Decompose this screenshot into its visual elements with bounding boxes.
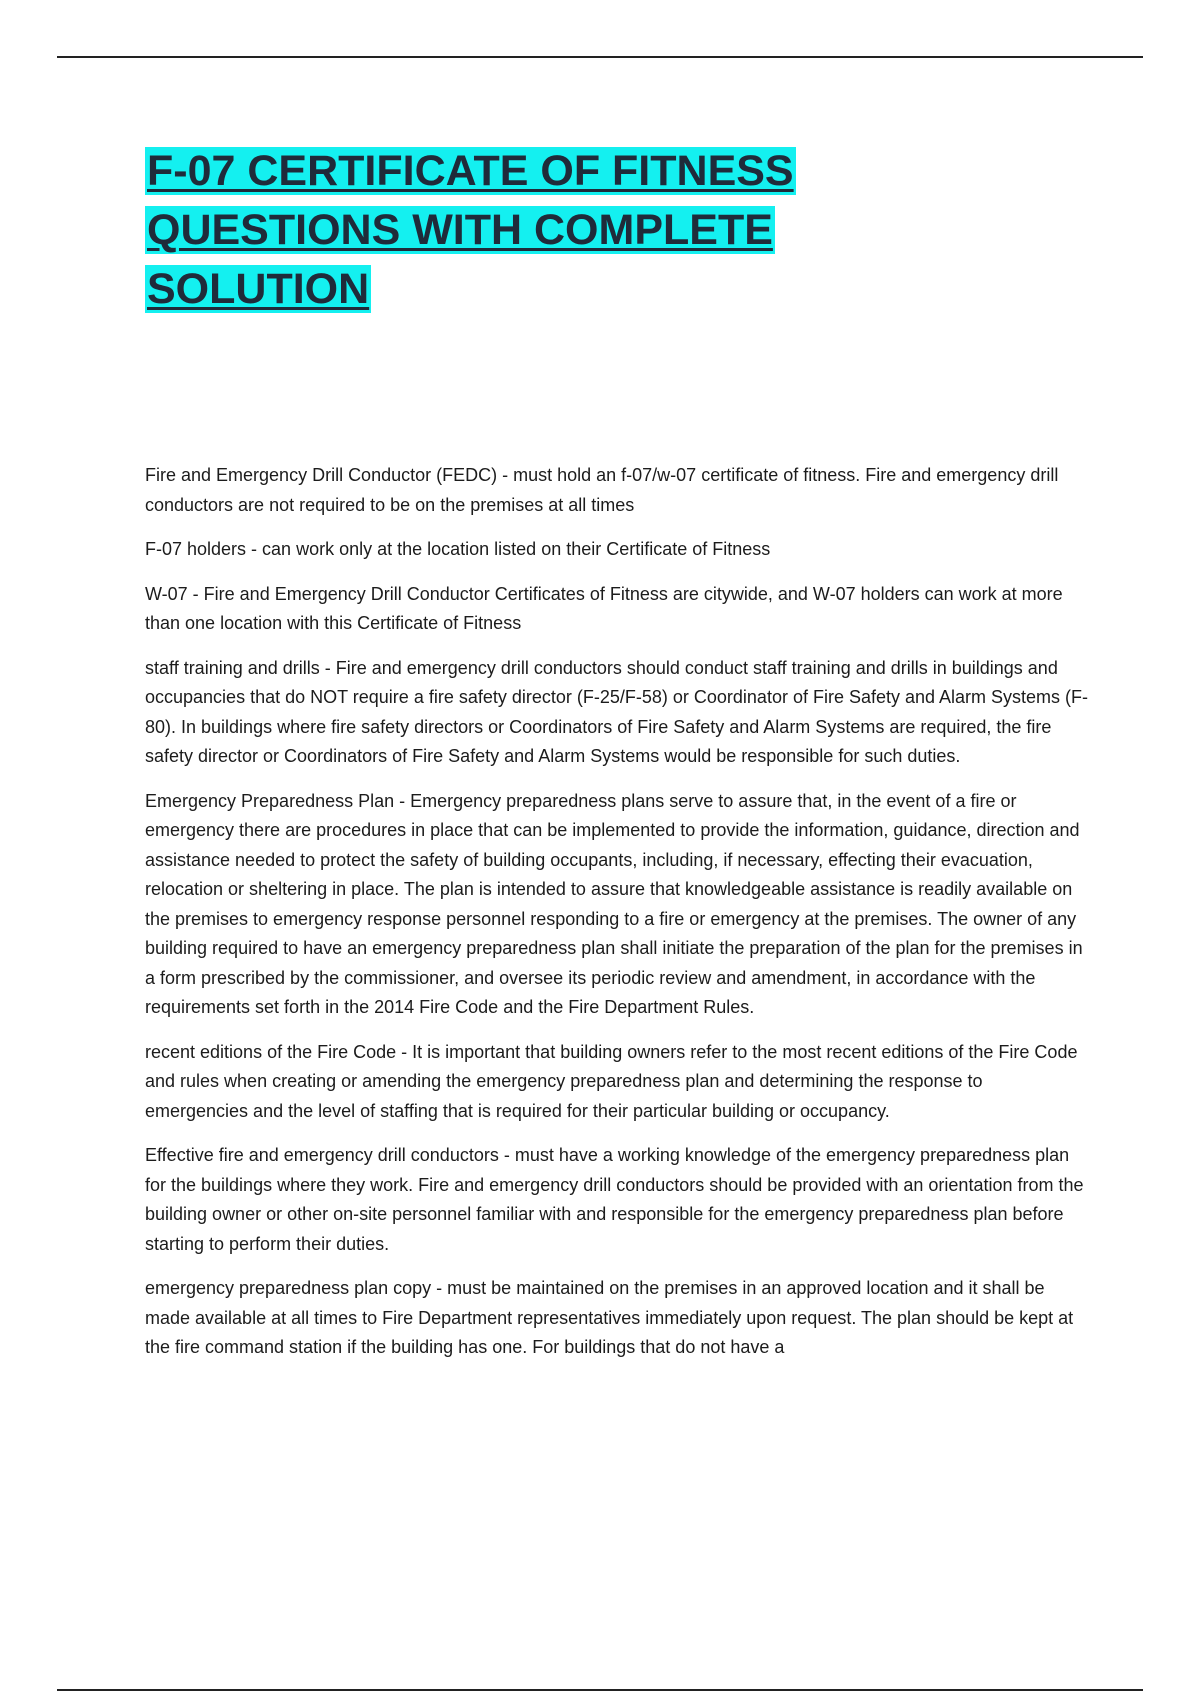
paragraph-effective-conductors: Effective fire and emergency drill conductors - must have a working knowledge of the emergency preparedness plan for the buildings where they work. Fire and emergency drill conductors should be provided with an orientation from the building owner or other on-site personnel familiar with and responsible for the emergency preparedness plan before starting to perform their duties. xyxy=(145,1145,1084,1254)
document-title xyxy=(145,142,945,319)
paragraph-emergency-plan: Emergency Preparedness Plan - Emergency preparedness plans serve to assure that, in the event of a fire or emergency there are procedures in place that can be implemented to provide the information, guidance, direction and assistance needed to protect the safety of building occupants, including, if necessary, effecting their evacuation, relocation or sheltering in place. The plan is intended to assure that knowledgeable assistance is readily available on the premises to emergency response personnel responding to a fire or emergency at the premises. The owner of any building required to have an emergency preparedness plan shall initiate the preparation of the plan for the premises in a form prescribed by the commissioner, and oversee its periodic review and amendment, in accordance with the requirements set forth in the 2014 Fire Code and the Fire Department Rules. xyxy=(145,790,1083,1017)
paragraph-w07: W-07 - Fire and Emergency Drill Conductor Certificates of Fitness are citywide, and W-07 holders can work at more than one location with this Certificate of Fitness xyxy=(145,583,1063,633)
paragraph-staff-training: staff training and drills - Fire and emergency drill conductors should conduct staff training and drills in buildings and occupancies that do NOT require a fire safety director (F-25/F-58) or Coordinator of Fire Safety and Alarm Systems (F-80). In buildings where fire safety directors or Coordinators of Fire Safety and Alarm Systems are required, the fire safety director or Coordinators of Fire Safety and Alarm Systems would be responsible for such duties. xyxy=(145,657,1089,766)
paragraph-fedc: Fire and Emergency Drill Conductor (FEDC) - must hold an f-07/w-07 certificate of fitness. Fire and emergency drill conductors are not required to be on the premises at all times xyxy=(145,465,1059,515)
paragraph-plan-copy: emergency preparedness plan copy - must be maintained on the premises in an approved location and it shall be made available at all times to Fire Department representatives immediately upon request. The plan should be kept at the fire command station if the building has one. For buildings that do not have a xyxy=(145,1278,1074,1357)
header-rule xyxy=(57,56,1143,58)
paragraph-recent-editions: recent editions of the Fire Code - It is important that building owners refer to the most recent editions of the Fire Code and rules when creating or amending the emergency preparedness plan and determining the response to emergencies and the level of staffing that is required for their particular building or occupancy. xyxy=(145,1041,1078,1121)
paragraph-f07-holders: F-07 holders - can work only at the location listed on their Certificate of Fitness xyxy=(145,539,771,559)
footer-rule xyxy=(57,1689,1143,1691)
document-body xyxy=(145,461,1090,1378)
title-highlight: F-07 CERTIFICATE OF FITNESS QUESTIONS WITH COMPLETE SOLUTION xyxy=(147,147,794,313)
title-block xyxy=(145,142,945,319)
